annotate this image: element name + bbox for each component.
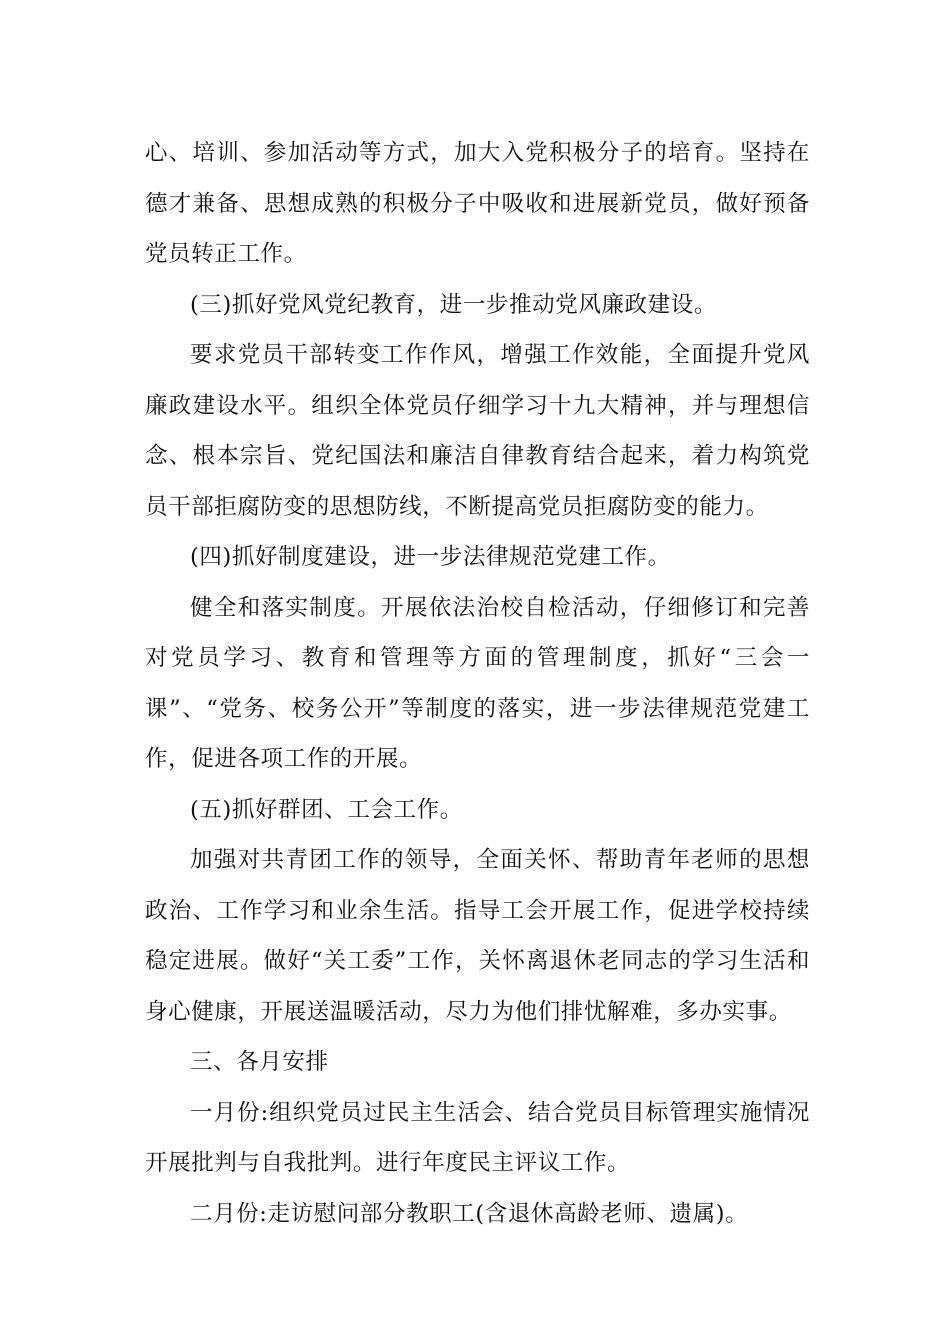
document-body <box>145 128 810 1239</box>
paragraph-1: 心、培训、参加活动等方式，加大入党积极分子的培育。坚持在德才兼备、思想成熟的积极分子中吸收和进展新党员，做好预备党员转正工作。 <box>145 140 810 267</box>
paragraph-5: 健全和落实制度。开展依法治校自检活动，仔细修订和完善对党员学习、教育和管理等方面的管理制度，抓好“三会一课”、“党务、校务公开”等制度的落实，进一步法律规范党建工作，促进各项工作的开展。 <box>145 594 810 772</box>
section-heading-3: (三)抓好党风党纪教育，进一步推动党风廉政建设。 <box>190 291 717 318</box>
paragraph-january: 一月份:组织党员过民主生活会、结合党员目标管理实施情况开展批判与自我批判。进行年度民主评议工作。 <box>145 1099 810 1176</box>
paragraph-7: 加强对共青团工作的领导，全面关怀、帮助青年老师的思想政治、工作学习和业余生活。指导工会开展工作，促进学校持续稳定进展。做好“关工委”工作，关怀离退休老同志的学习生活和身心健康，开展送温暖活动，尽力为他们排忧解难，多办实事。 <box>145 847 810 1025</box>
paragraph-february: 二月份:走访慰问部分教职工(含退休高龄老师、遗属)。 <box>190 1200 749 1227</box>
paragraph-3: 要求党员干部转变工作作风，增强工作效能，全面提升党风廉政建设水平。组织全体党员仔细学习十九大精神，并与理想信念、根本宗旨、党纪国法和廉洁自律教育结合起来，着力构筑党员干部拒腐防变的思想防线，不断提高党员拒腐防变的能力。 <box>145 342 810 520</box>
section-heading-monthly: 三、各月安排 <box>190 1049 329 1075</box>
section-heading-4: (四)抓好制度建设，进一步法律规范党建工作。 <box>190 544 671 570</box>
section-heading-5: (五)抓好群团、工会工作。 <box>190 796 463 823</box>
